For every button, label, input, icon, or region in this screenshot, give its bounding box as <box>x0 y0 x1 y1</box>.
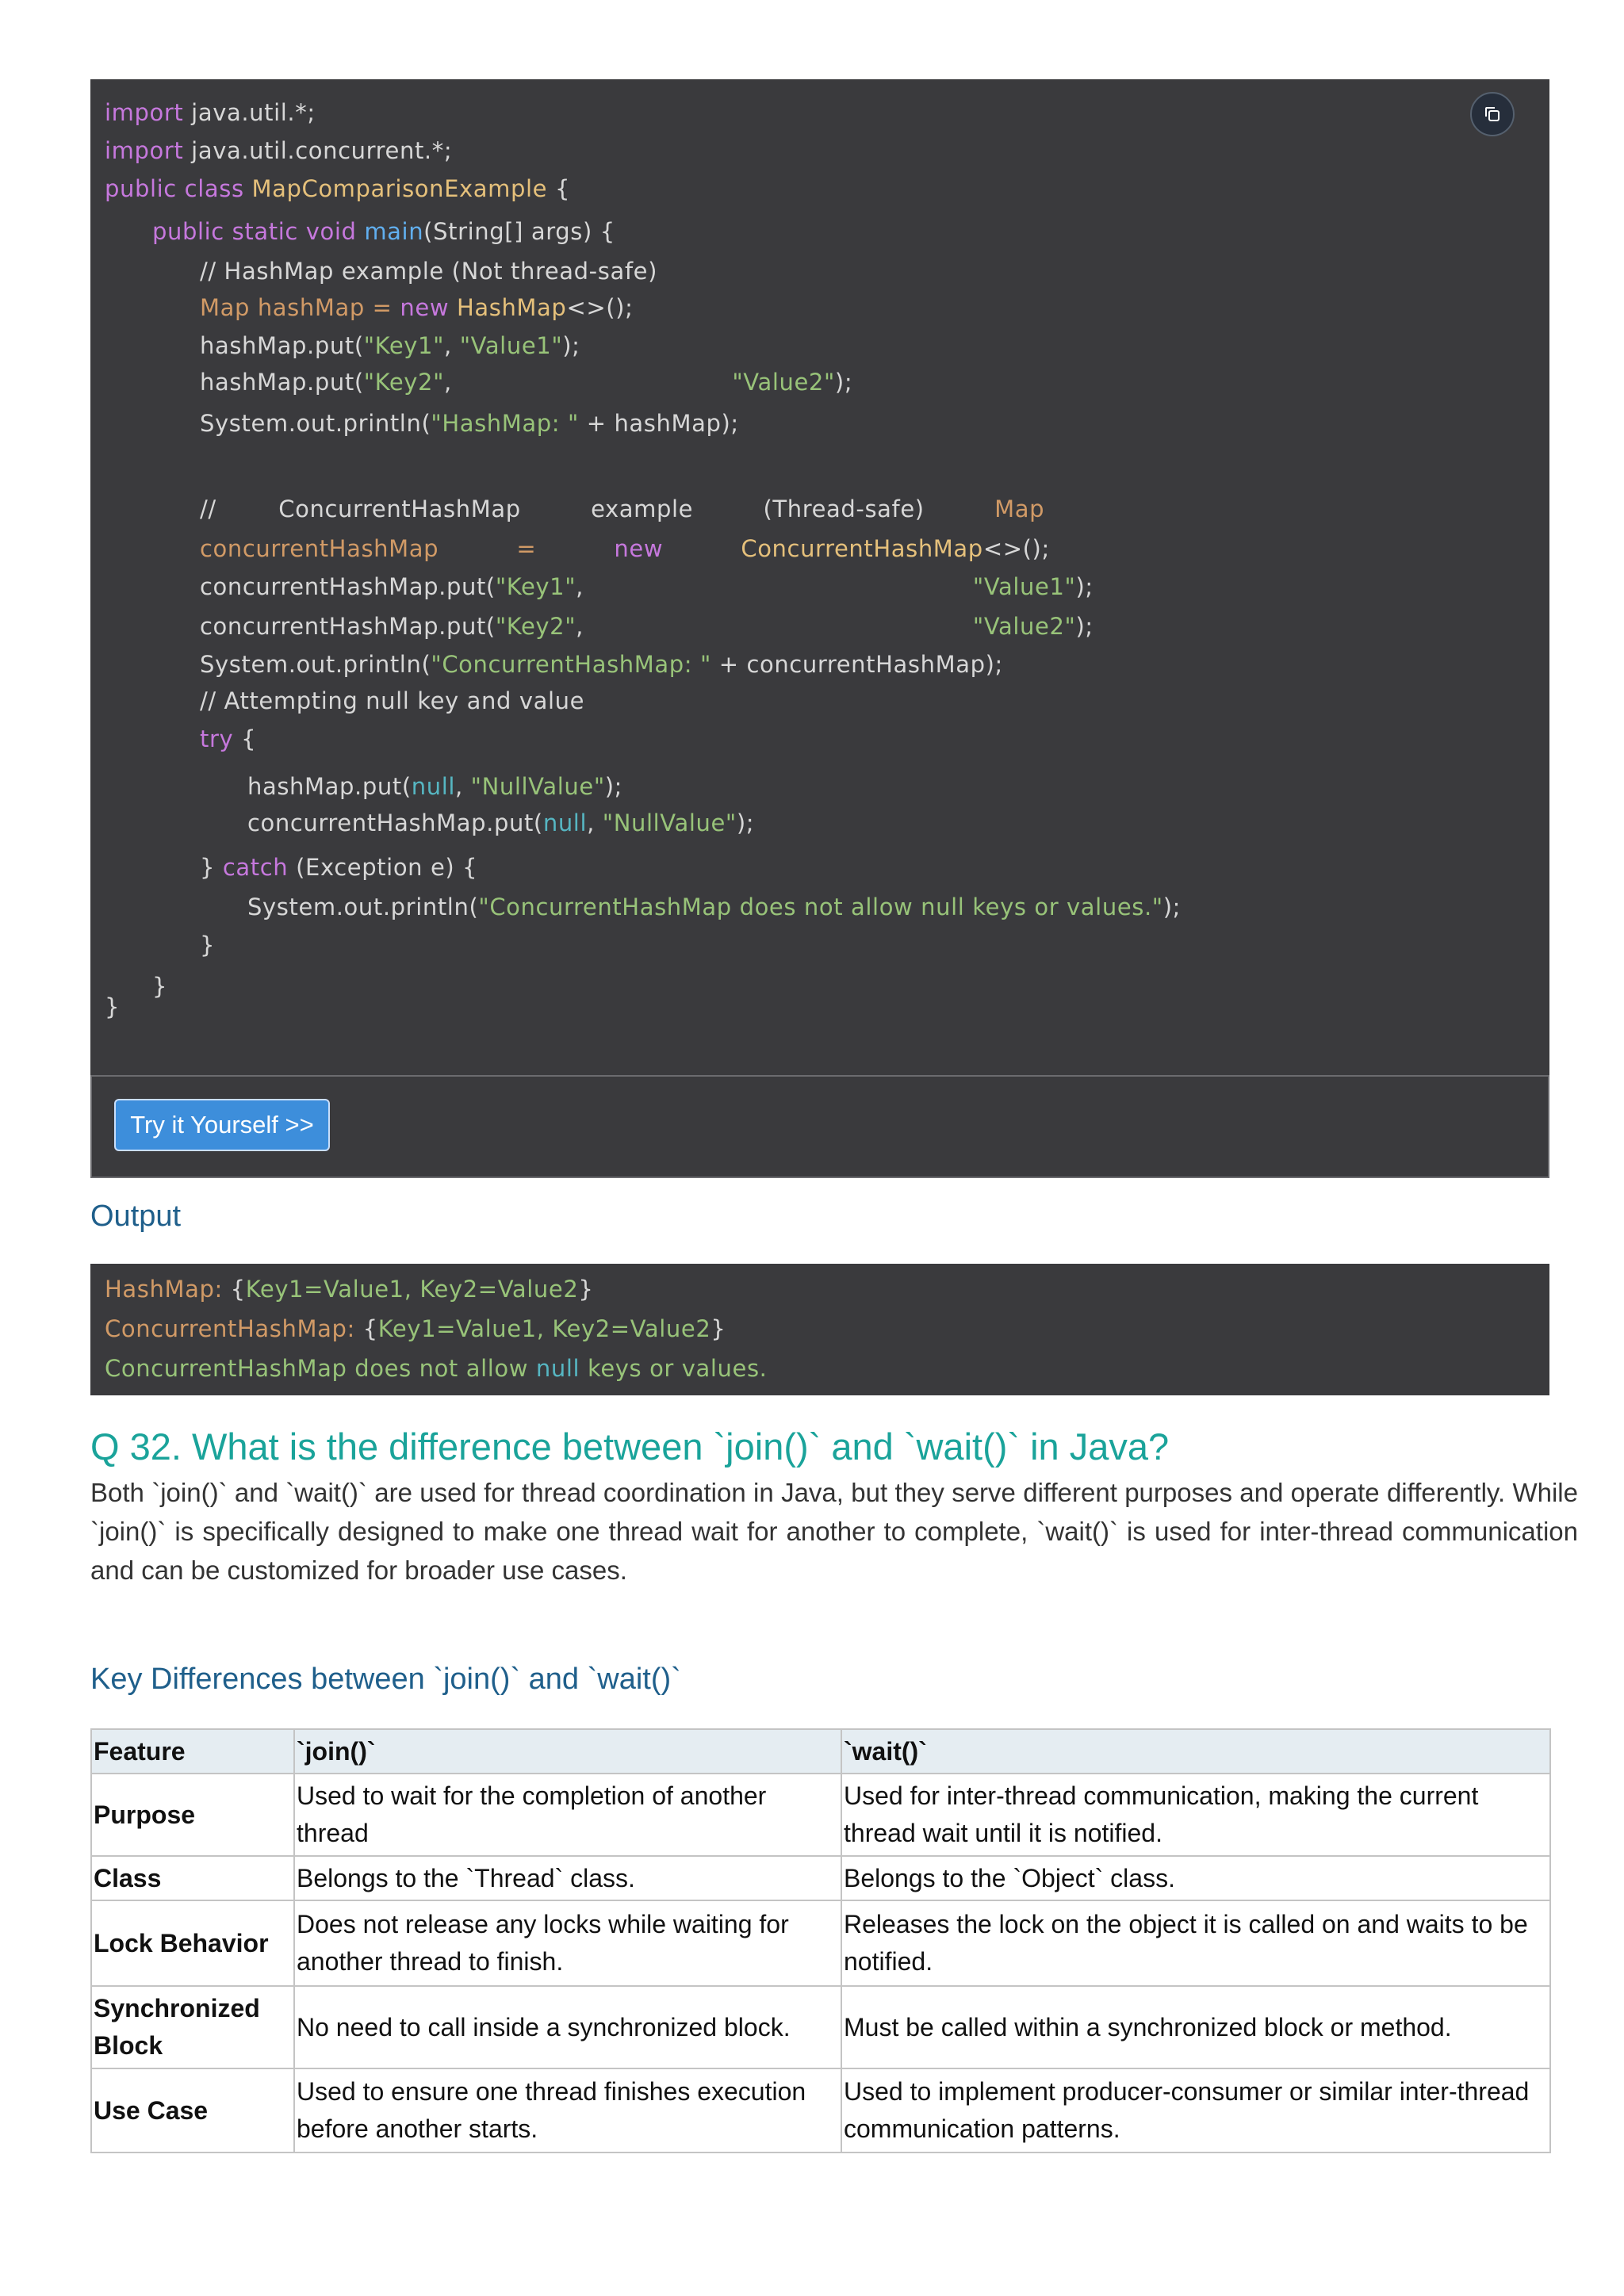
code-token: System.out.println( <box>247 894 479 920</box>
code-token: , <box>576 573 973 600</box>
code-line <box>247 891 1181 923</box>
code-token: hashMap.put( <box>200 332 364 359</box>
code-token: <>(); <box>566 294 634 321</box>
code-token: "Value2" <box>732 369 835 396</box>
code-token: public class <box>105 175 252 202</box>
code-token: System.out.println( <box>200 410 431 437</box>
code-token: new <box>400 294 457 321</box>
code-token: + concurrentHashMap); <box>710 651 1003 678</box>
code-token: java.util.concurrent.*; <box>183 137 453 164</box>
code-token: // HashMap example (Not thread-safe) <box>200 258 657 285</box>
code-token: import <box>105 99 184 126</box>
feature-cell: Class <box>91 1856 294 1900</box>
wait-cell: Releases the lock on the object it is called on and waits to be notified. <box>841 1900 1550 1986</box>
code-token: null <box>542 809 588 836</box>
code-line <box>152 216 615 247</box>
code-token: "Key2" <box>363 369 445 396</box>
code-block <box>90 79 1549 1075</box>
code-line <box>200 723 256 755</box>
output-token: Key1=Value1, Key2=Value2 <box>245 1276 579 1303</box>
table-row <box>91 1774 1550 1856</box>
code-token: Map hashMap = <box>200 294 400 321</box>
code-token: } <box>200 854 223 881</box>
feature-cell: Synchronized Block <box>91 1986 294 2068</box>
code-token: try <box>200 725 234 752</box>
table-header-row <box>91 1729 1550 1774</box>
code-token: (Exception e) { <box>288 854 478 881</box>
join-cell: Used to ensure one thread finishes execution before another starts. <box>294 2068 841 2152</box>
question-title: Q 32. What is the difference between `join()` and `wait()` in Java? <box>90 1425 1170 1468</box>
code-token: + hashMap); <box>578 410 739 437</box>
code-token: , <box>576 613 973 640</box>
output-token: } <box>710 1315 726 1342</box>
column-header: `join()` <box>294 1729 841 1774</box>
code-token: , <box>444 332 460 359</box>
table-row <box>91 2068 1550 2152</box>
try-it-yourself-button[interactable]: Try it Yourself >> <box>114 1099 330 1151</box>
code-token: , <box>587 809 603 836</box>
code-token: "ConcurrentHashMap does not allow null keys or values." <box>478 894 1163 920</box>
feature-cell: Lock Behavior <box>91 1900 294 1986</box>
join-cell: Does not release any locks while waiting for another thread to finish. <box>294 1900 841 1986</box>
code-token: System.out.println( <box>200 651 431 678</box>
code-line <box>200 408 739 439</box>
code-token: , <box>444 369 733 396</box>
output-line <box>105 1273 593 1305</box>
code-token: public static void <box>152 218 365 245</box>
table-row <box>91 1900 1550 1986</box>
code-token: "Key1" <box>495 573 576 600</box>
code-token: "NullValue" <box>602 809 737 836</box>
code-line <box>105 97 316 128</box>
code-token: // ConcurrentHashMap example (Thread-safe) <box>200 496 995 522</box>
code-line <box>200 571 1094 603</box>
code-line <box>200 330 580 362</box>
output-token: null <box>535 1355 580 1382</box>
comparison-table <box>90 1728 1551 2153</box>
code-token: <>(); <box>982 535 1050 562</box>
output-token: { <box>230 1276 246 1303</box>
code-token: null <box>411 773 456 800</box>
code-token: main <box>364 218 424 245</box>
table-row <box>91 1856 1550 1900</box>
code-line <box>200 929 215 961</box>
output-line <box>105 1353 768 1384</box>
code-token: ); <box>1075 613 1094 640</box>
wait-cell: Used to implement producer-consumer or similar inter-thread communication patterns. <box>841 2068 1550 2152</box>
code-token: "NullValue" <box>470 773 605 800</box>
code-token: new <box>614 535 664 562</box>
code-token: concurrentHashMap.put( <box>247 809 543 836</box>
code-token: } <box>105 993 121 1020</box>
join-cell: No need to call inside a synchronized block. <box>294 1986 841 2068</box>
code-token: MapComparisonExample <box>251 175 548 202</box>
code-token: ); <box>604 773 623 800</box>
output-heading: Output <box>90 1200 182 1233</box>
code-token: import <box>105 137 184 164</box>
code-token: ); <box>1162 894 1182 920</box>
output-token: ConcurrentHashMap does not allow <box>105 1355 536 1382</box>
code-line <box>200 366 852 398</box>
code-token: , <box>455 773 471 800</box>
table-row <box>91 1986 1550 2068</box>
code-token: HashMap <box>456 294 567 321</box>
code-token: "Key1" <box>363 332 445 359</box>
question-paragraph: Both `join()` and `wait()` are used for thread coordination in Java, but they serve different purposes and operate differently. While `join()` is specifically designed to make one thread wait for another to complete, `wait()` is used for inter-thread communication and can be customized for broader use cases. <box>90 1478 1578 1585</box>
code-token: "Value1" <box>459 332 563 359</box>
wait-cell: Belongs to the `Object` class. <box>841 1856 1550 1900</box>
code-line <box>200 851 477 883</box>
code-token: concurrentHashMap.put( <box>200 573 496 600</box>
wait-cell: Must be called within a synchronized block or method. <box>841 1986 1550 2068</box>
code-token: concurrentHashMap.put( <box>200 613 496 640</box>
code-line <box>200 255 657 287</box>
code-token: concurrentHashMap = <box>200 535 615 562</box>
code-token: hashMap.put( <box>200 369 364 396</box>
try-bar <box>90 1075 1549 1178</box>
key-differences-heading: Key Differences between `join()` and `wait()` <box>90 1663 681 1696</box>
output-block <box>90 1264 1549 1395</box>
code-token: "HashMap: " <box>431 410 579 437</box>
code-token: ); <box>736 809 755 836</box>
code-token: ConcurrentHashMap <box>741 535 983 562</box>
code-token: "Value2" <box>972 613 1076 640</box>
output-token: } <box>578 1276 594 1303</box>
code-line <box>105 135 452 166</box>
code-line <box>200 685 584 717</box>
code-token: } <box>200 932 216 959</box>
code-token: { <box>547 175 571 202</box>
code-line <box>105 991 120 1023</box>
output-token: Key1=Value1, Key2=Value2 <box>377 1315 711 1342</box>
output-token: ConcurrentHashMap: <box>105 1315 363 1342</box>
code-token: ); <box>834 369 853 396</box>
code-token: // Attempting null key and value <box>200 687 585 714</box>
code-token: ); <box>1075 573 1094 600</box>
code-token: (String[] args) { <box>423 218 615 245</box>
copy-button[interactable] <box>1470 92 1515 136</box>
code-token: Map <box>994 496 1045 522</box>
feature-cell: Purpose <box>91 1774 294 1856</box>
code-token: } <box>152 973 168 1000</box>
code-line <box>247 807 754 839</box>
code-line <box>200 649 1003 680</box>
wait-cell: Used for inter-thread communication, making the current thread wait until it is notified. <box>841 1774 1550 1856</box>
code-line <box>200 292 633 323</box>
code-line <box>247 771 622 802</box>
output-token: { <box>362 1315 378 1342</box>
code-token: catch <box>222 854 289 881</box>
code-token <box>663 535 741 562</box>
join-cell: Belongs to the `Thread` class. <box>294 1856 841 1900</box>
code-line <box>105 173 570 205</box>
column-header: `wait()` <box>841 1729 1550 1774</box>
code-token: java.util.*; <box>183 99 316 126</box>
code-line <box>200 493 1044 525</box>
code-token: hashMap.put( <box>247 773 412 800</box>
output-token: keys or values. <box>580 1355 768 1382</box>
column-header: Feature <box>91 1729 294 1774</box>
code-token: "Key2" <box>495 613 576 640</box>
code-line <box>200 610 1094 642</box>
output-line <box>105 1313 726 1345</box>
output-token: HashMap: <box>105 1276 231 1303</box>
code-token: "ConcurrentHashMap: " <box>431 651 711 678</box>
code-token: { <box>233 725 257 752</box>
code-token: "Value1" <box>972 573 1076 600</box>
join-cell: Used to wait for the completion of another thread <box>294 1774 841 1856</box>
code-line <box>152 970 167 1002</box>
code-line <box>200 533 1050 564</box>
code-token: ); <box>562 332 580 359</box>
feature-cell: Use Case <box>91 2068 294 2152</box>
